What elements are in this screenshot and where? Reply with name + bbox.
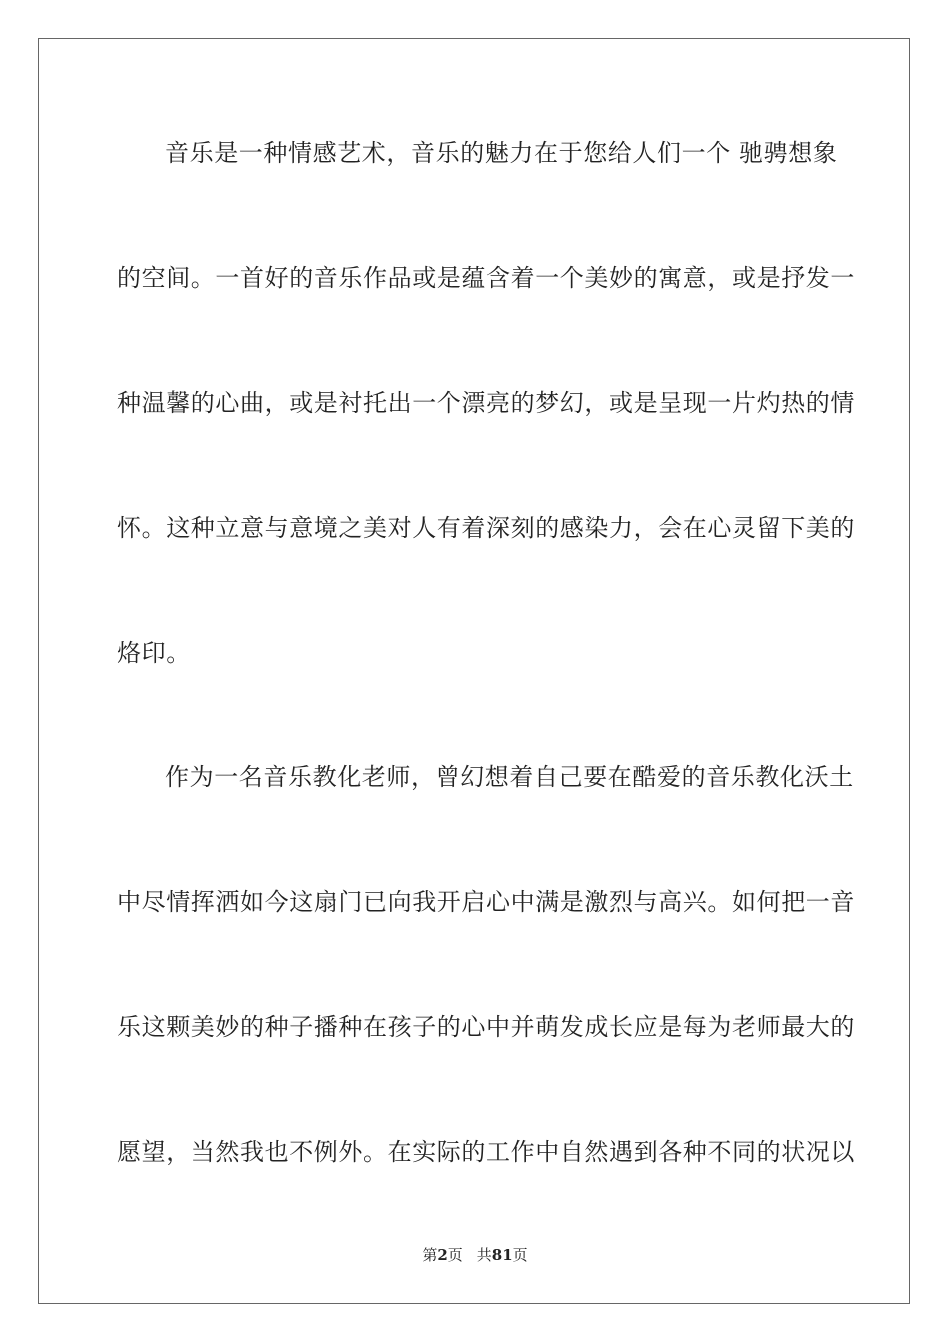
page-suffix: 页: [447, 1246, 463, 1264]
paragraph-1-line-5: 烙印。: [117, 639, 191, 667]
paragraph-2-line-4: 愿望，当然我也不例外。在实际的工作中自然遇到各种不同的状况以: [117, 1138, 855, 1166]
paragraph-1-line-2: 的空间。一首好的音乐作品或是蕴含着一个美妙的寓意，或是抒发一: [117, 264, 855, 292]
paragraph-1-line-1: 音乐是一种情感艺术，音乐的魅力在于您给人们一个 驰骋想象: [165, 139, 838, 167]
paragraph-1-line-4: 怀。这种立意与意境之美对人有着深刻的感染力，会在心灵留下美的: [117, 514, 855, 542]
paragraph-2-line-3: 乐这颗美妙的种子播种在孩子的心中并萌发成长应是每为老师最大的: [117, 1013, 855, 1041]
page-border: [38, 38, 910, 1304]
paragraph-2-line-1: 作为一名音乐教化老师，曾幻想着自己要在酷爱的音乐教化沃土: [165, 763, 854, 791]
page-number: 2: [437, 1246, 448, 1264]
page-prefix: 第: [422, 1246, 438, 1264]
page-footer: [0, 1246, 950, 1264]
total-suffix: 页: [512, 1246, 528, 1264]
paragraph-1-line-3: 种温馨的心曲，或是衬托出一个漂亮的梦幻，或是呈现一片灼热的情: [117, 389, 855, 417]
total-prefix: 共: [476, 1246, 492, 1264]
paragraph-2-line-2: 中尽情挥洒如今这扇门已向我开启心中满是激烈与高兴。如何把一音: [117, 888, 855, 916]
total-pages: 81: [491, 1246, 513, 1264]
